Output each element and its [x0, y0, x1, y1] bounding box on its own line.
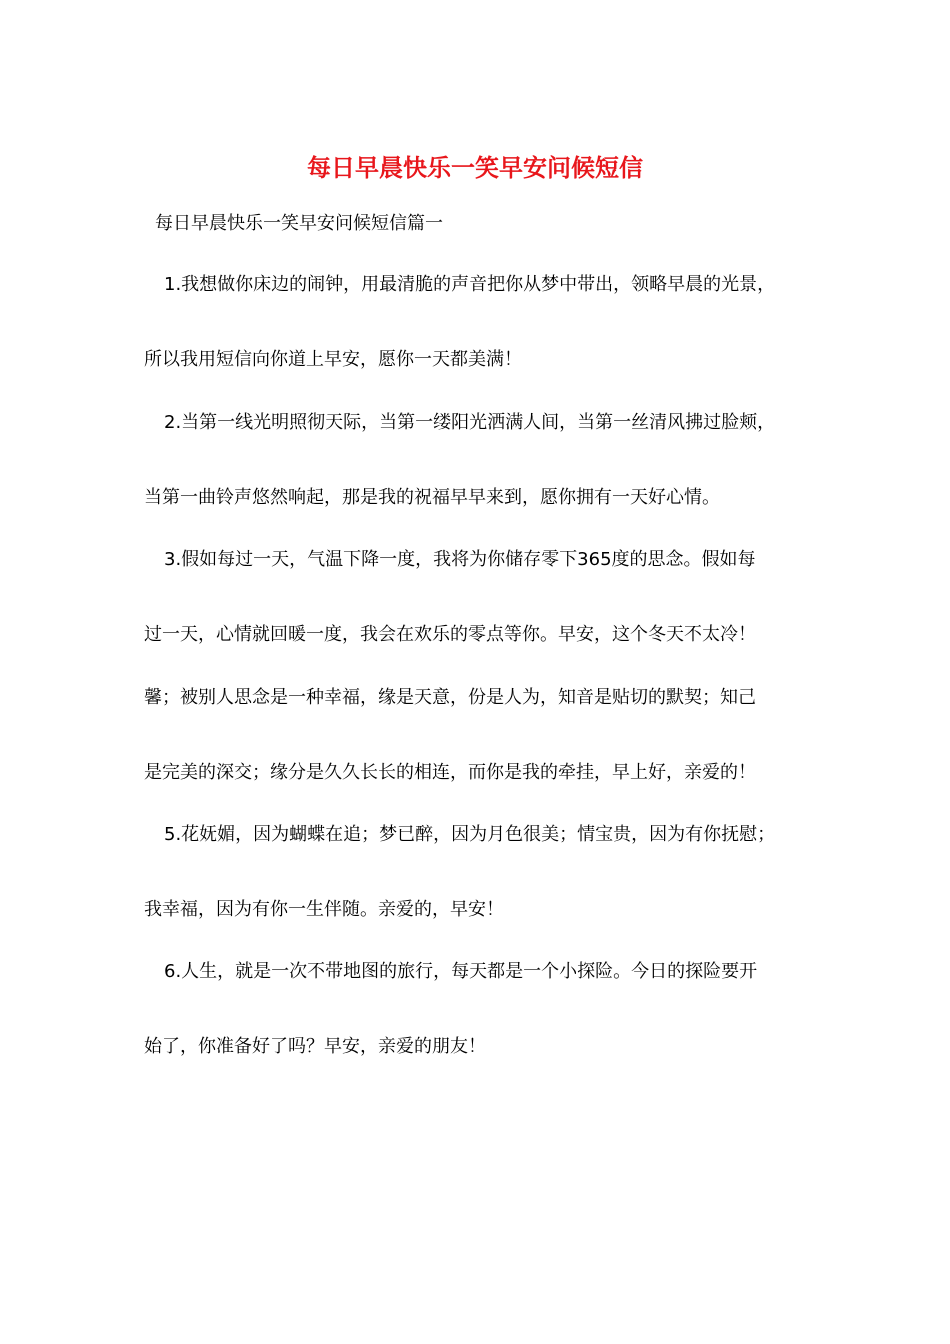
- document-title: 每日早晨快乐一笑早安问候短信: [307, 154, 643, 182]
- paragraph-line: 2.当第一线光明照彻天际，当第一缕阳光洒满人间，当第一丝清风拂过脸颊，: [164, 412, 776, 433]
- paragraph-line: 6.人生，就是一次不带地图的旅行，每天都是一个小探险。今日的探险要开: [164, 961, 758, 982]
- paragraph-line: 当第一曲铃声悠然响起，那是我的祝福早早来到，愿你拥有一天好心情。: [144, 487, 720, 508]
- paragraph-line: 1.我想做你床边的闹钟，用最清脆的声音把你从梦中带出，领略早晨的光景，: [164, 274, 776, 295]
- paragraph-line: 5.花妩媚，因为蝴蝶在追；梦已醉，因为月色很美；情宝贵，因为有你抚慰；: [164, 824, 776, 845]
- paragraph-line: 所以我用短信向你道上早安，愿你一天都美满！: [144, 349, 522, 370]
- paragraph-line: 过一天，心情就回暖一度，我会在欢乐的零点等你。早安，这个冬天不太冷！: [144, 624, 756, 645]
- paragraph-line: 我幸福，因为有你一生伴随。亲爱的，早安！: [144, 899, 504, 920]
- paragraph-line: 3.假如每过一天，气温下降一度，我将为你储存零下365度的思念。假如每: [164, 549, 756, 570]
- paragraph-line: 是完美的深交；缘分是久久长长的相连，而你是我的牵挂，早上好，亲爱的！: [144, 762, 756, 783]
- paragraph-line: 始了，你准备好了吗？早安，亲爱的朋友！: [144, 1036, 486, 1057]
- paragraph-line: 馨；被别人思念是一种幸福，缘是天意，份是人为，知音是贴切的默契；知己: [144, 687, 756, 708]
- section-heading: 每日早晨快乐一笑早安问候短信篇一: [155, 213, 443, 234]
